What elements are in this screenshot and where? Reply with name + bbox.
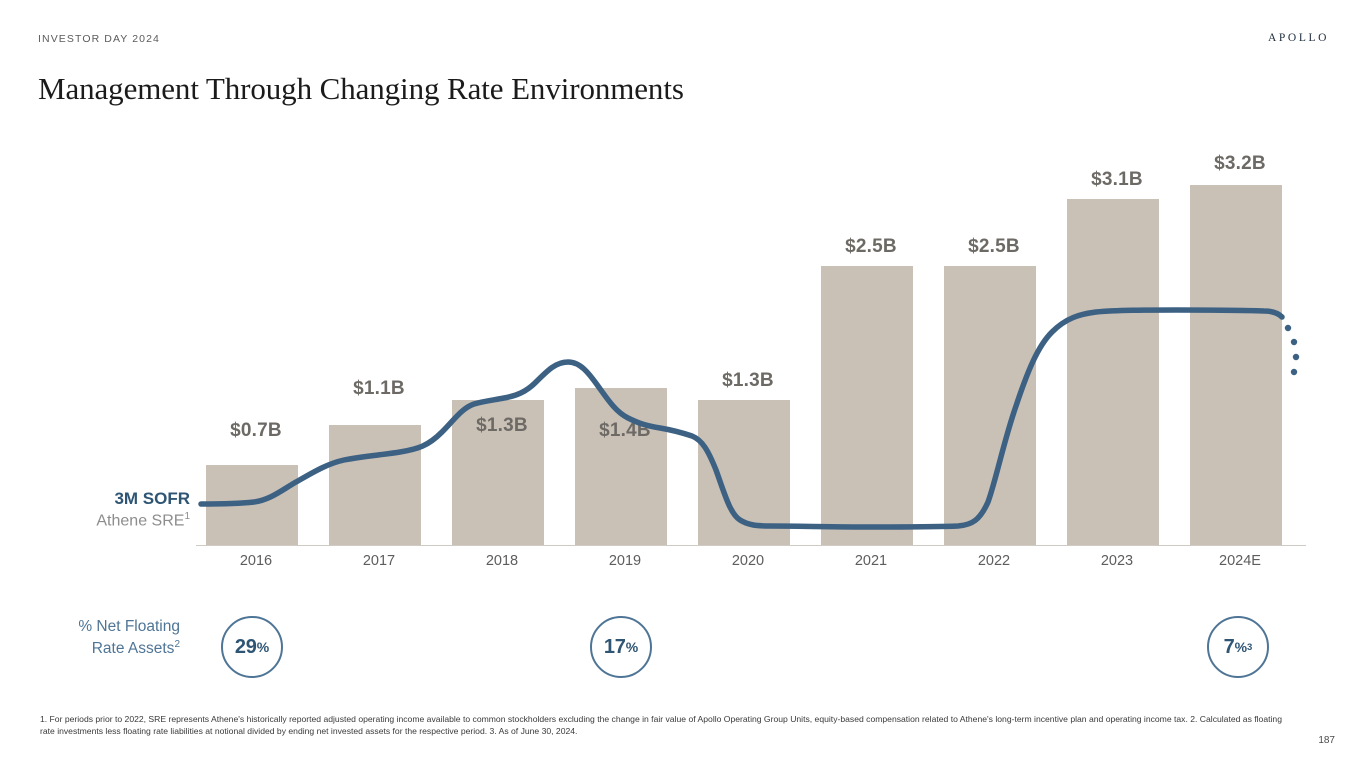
floating-rate-value-2016: 29 xyxy=(234,635,257,658)
floating-rate-pct-2016: % xyxy=(256,639,270,655)
footnotes: 1. For periods prior to 2022, SRE represents Athene's historically reported adjusted operating income available to common stockholders excluding the change in fair value of Apollo Operating Group Units, equity-based compensation related to Athene's long-term incentive plan and operating income tax. 2. Calculated as floating rate investments less floating rate liabilities at notional divided by ending net invested assets for the respective period. 3. As of June 30, 2024. xyxy=(40,714,1282,736)
x-tick-2022: 2022 xyxy=(977,553,1011,569)
floating-rate-label xyxy=(30,617,180,660)
floating-rate-pct-2024E: % xyxy=(1234,639,1248,655)
bar-value-2021: $2.5B xyxy=(845,236,897,257)
floating-rate-badge-2024E xyxy=(1207,616,1269,678)
apollo-logo: APOLLO xyxy=(1268,32,1329,44)
x-tick-2023: 2023 xyxy=(1100,553,1134,569)
floating-rate-badge-2019 xyxy=(590,616,652,678)
x-tick-2021: 2021 xyxy=(854,553,888,569)
sofr-line-series xyxy=(196,120,1306,545)
legend-bar-footnote-marker: 1 xyxy=(184,511,190,523)
bar-value-2016: $0.7B xyxy=(230,420,282,441)
floating-rate-pct-2019: % xyxy=(625,639,639,655)
floating-rate-badge-2016 xyxy=(221,616,283,678)
legend-bar-text: Athene SRE xyxy=(96,512,185,530)
bar-value-2023: $3.1B xyxy=(1091,169,1143,190)
bar-value-2020: $1.3B xyxy=(722,370,774,391)
page-title: Management Through Changing Rate Environments xyxy=(38,70,684,106)
bar-value-2018: $1.3B xyxy=(476,415,528,436)
legend-line-label: 3M SOFR xyxy=(114,489,190,508)
floating-rate-value-2024E: 7 xyxy=(1223,635,1235,658)
floating-rate-badge-footnote-marker: 3 xyxy=(1247,641,1253,653)
x-tick-2016: 2016 xyxy=(239,553,273,569)
x-tick-2018: 2018 xyxy=(485,553,519,569)
legend-bar-label xyxy=(40,510,190,532)
x-tick-2024E: 2024E xyxy=(1219,553,1261,569)
bar-value-2019: $1.4B xyxy=(599,420,651,441)
x-tick-2020: 2020 xyxy=(731,553,765,569)
bar-value-2024E: $3.2B xyxy=(1214,153,1266,174)
bar-value-2017: $1.1B xyxy=(353,378,405,399)
x-tick-2019: 2019 xyxy=(608,553,642,569)
chart-baseline xyxy=(196,545,1306,546)
floating-rate-footnote-marker: 2 xyxy=(174,638,180,650)
floating-rate-label-line1: % Net Floating xyxy=(78,618,180,635)
series-legend xyxy=(40,488,190,532)
floating-rate-value-2019: 17 xyxy=(603,635,626,658)
x-tick-2017: 2017 xyxy=(362,553,396,569)
bar-value-2022: $2.5B xyxy=(968,236,1020,257)
chart-container xyxy=(0,120,1365,590)
eyebrow-label: INVESTOR DAY 2024 xyxy=(38,33,160,45)
floating-rate-label-line2: Rate Assets xyxy=(91,640,175,658)
page-number: 187 xyxy=(1318,735,1335,746)
